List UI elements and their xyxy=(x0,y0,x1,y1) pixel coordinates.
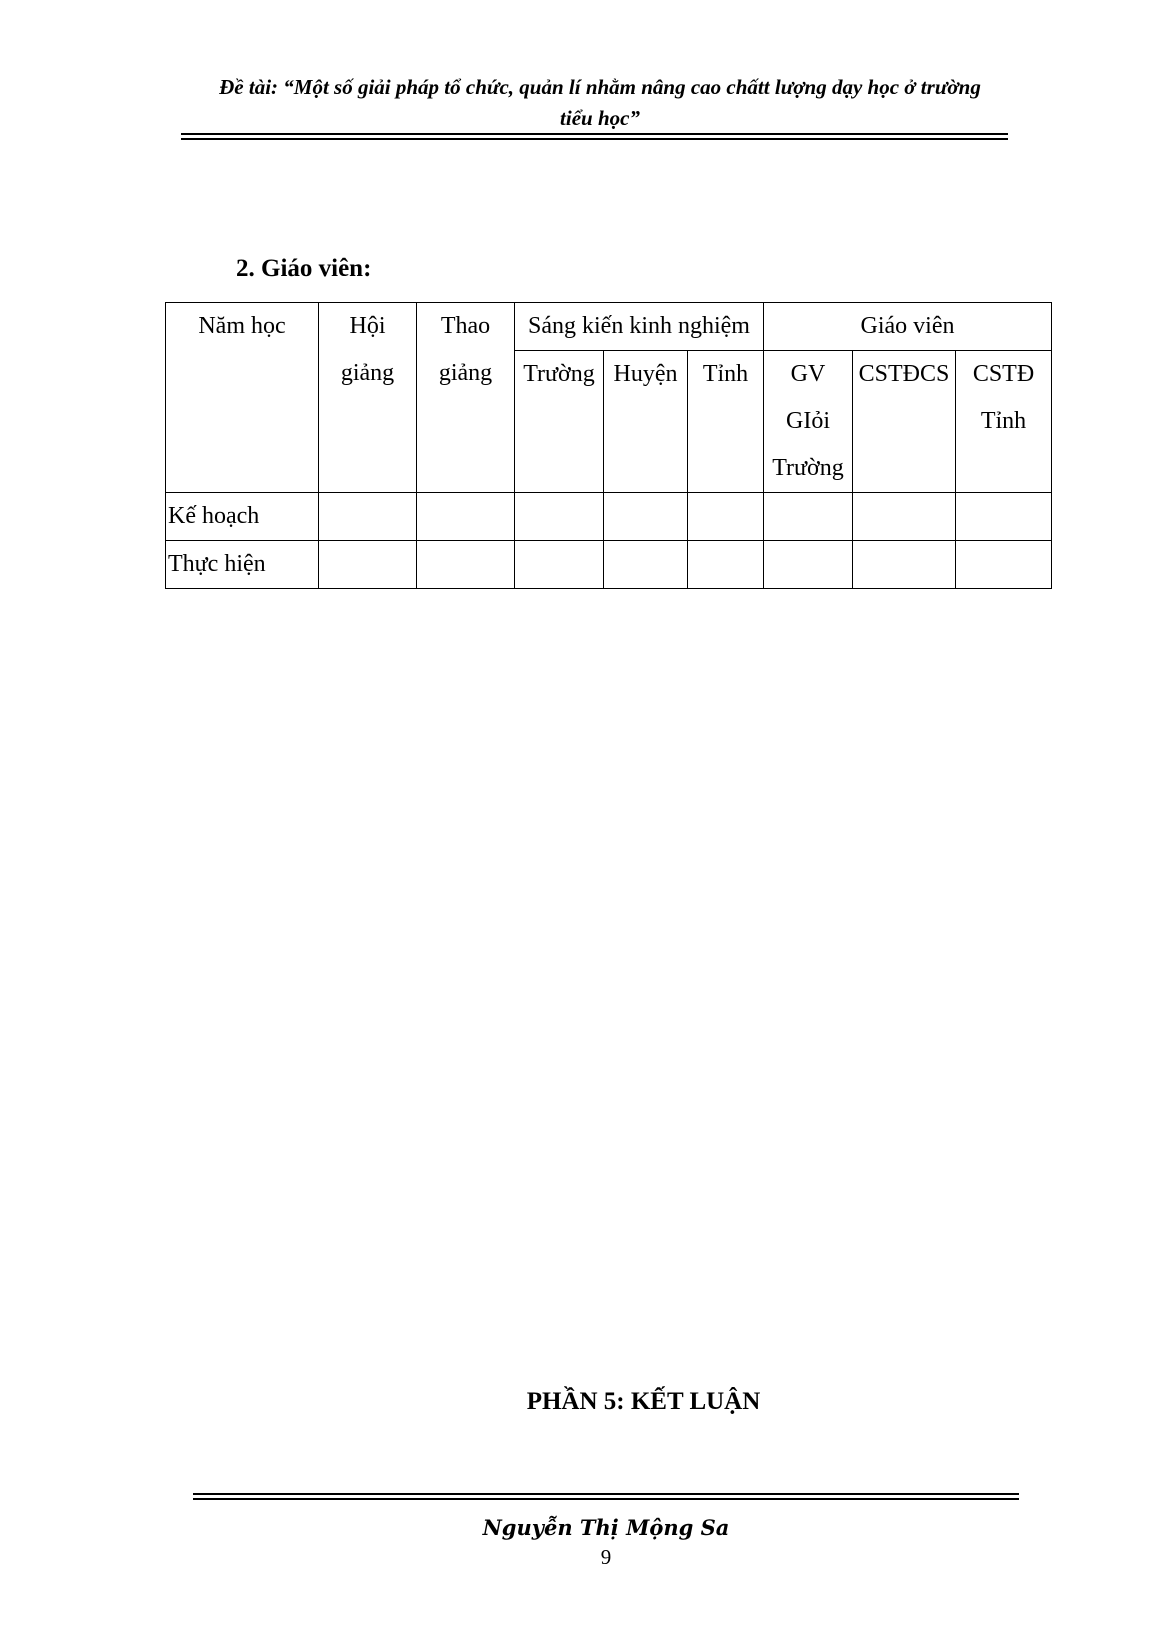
table-cell xyxy=(853,541,956,589)
table-cell xyxy=(764,541,853,589)
part-title: PHẦN 5: KẾT LUẬN xyxy=(526,1388,761,1415)
table-cell xyxy=(417,541,515,589)
teacher-plan-table xyxy=(165,302,1052,589)
section-heading: 2. Giáo viên: xyxy=(236,255,372,282)
document-header xyxy=(150,72,1050,134)
footer-author: Nguyễn Thị Mộng Sa xyxy=(482,1515,730,1540)
header-group-skkn: Sáng kiến kinh nghiệm xyxy=(515,303,764,351)
subheader-cstd-tinh: CSTĐ Tỉnh xyxy=(956,351,1052,493)
table-cell xyxy=(853,493,956,541)
subheader-huyen: Huyện xyxy=(604,351,688,493)
table-row xyxy=(166,493,1052,541)
subheader-tinh: Tỉnh xyxy=(688,351,764,493)
table-cell xyxy=(417,493,515,541)
table-cell xyxy=(515,493,604,541)
row-label: Kế hoạch xyxy=(166,493,319,541)
table-cell xyxy=(604,541,688,589)
table-cell xyxy=(688,541,764,589)
header-cell-thao-giang: Thao giảng xyxy=(417,303,515,493)
row-label: Thực hiện xyxy=(166,541,319,589)
subheader-truong: Trường xyxy=(515,351,604,493)
header-group-giao-vien: Giáo viên xyxy=(764,303,1052,351)
subheader-gv-gioi-truong: GV GIỏi Trường xyxy=(764,351,853,493)
page-number: 9 xyxy=(600,1545,612,1569)
table-cell xyxy=(956,541,1052,589)
table-cell xyxy=(604,493,688,541)
header-divider xyxy=(181,133,1008,140)
table-cell xyxy=(764,493,853,541)
subheader-cstdcs: CSTĐCS xyxy=(853,351,956,493)
table-row xyxy=(166,541,1052,589)
header-cell-year: Năm học xyxy=(166,303,319,493)
header-line-1: Đề tài: “Một số giải pháp tổ chức, quản lí nhằm nâng cao chấtt lượng dạy học ở trường xyxy=(219,75,981,99)
header-line-2: tiểu học” xyxy=(560,106,640,130)
table-cell xyxy=(319,493,417,541)
header-cell-hoi-giang: Hội giảng xyxy=(319,303,417,493)
table-cell xyxy=(515,541,604,589)
table-cell xyxy=(688,493,764,541)
table-cell xyxy=(319,541,417,589)
table-cell xyxy=(956,493,1052,541)
footer-divider xyxy=(193,1493,1019,1500)
